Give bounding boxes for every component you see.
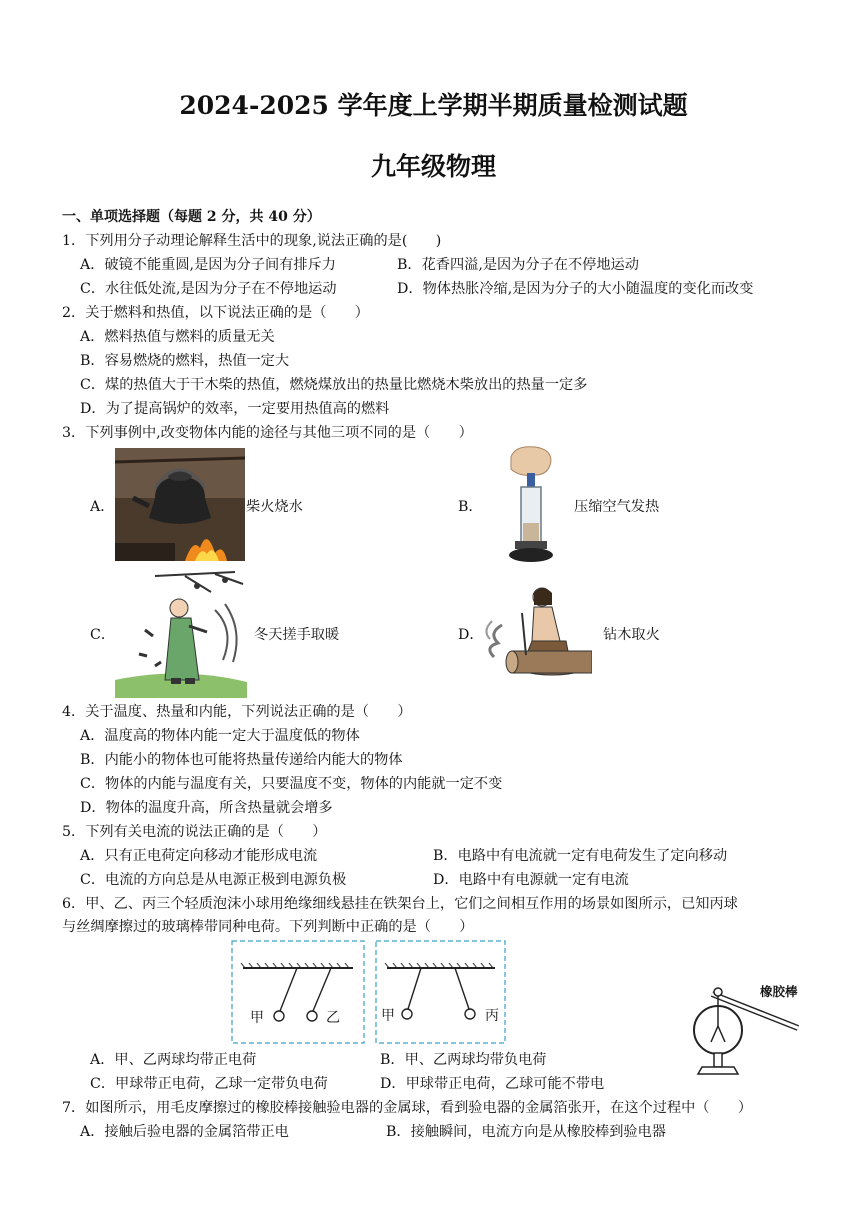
rubber-rod-label: 橡胶棒 [760, 984, 798, 999]
q3-option-c-letter: C． [90, 627, 116, 643]
q1-option-b: B．花香四溢,是因为分子在不停地运动 [397, 257, 639, 273]
q4-option-b: B．内能小的物体也可能将热量传递给内能大的物体 [80, 752, 403, 768]
q6-option-a: A．甲、乙两球均带正电荷 [90, 1052, 257, 1068]
q3-option-d-text: 钻木取火 [603, 627, 660, 643]
q2-option-d: D．为了提高锅炉的效率，一定要用热值高的燃料 [80, 401, 390, 417]
q6-fig1-label-jia: 甲 [250, 1010, 264, 1026]
q3-option-b-text: 压缩空气发热 [574, 499, 660, 515]
q2-stem: 2．关于燃料和热值，以下说法正确的是（ ） [62, 305, 369, 321]
q5-option-a: A．只有正电荷定向移动才能形成电流 [80, 848, 318, 864]
q1-stem: 1．下列用分子动理论解释生活中的现象,说法正确的是( ) [62, 233, 442, 249]
q6-fig2-label-bing: 丙 [485, 1008, 499, 1024]
q3-option-c-text: 冬天搓手取暖 [254, 627, 340, 643]
q6-option-c: C．甲球带正电荷，乙球一定带负电荷 [90, 1076, 328, 1092]
q7-stem: 7．如图所示，用毛皮摩擦过的橡胶棒接触验电器的金属球，看到验电器的金属箔张开，在这个过程中（ ） [62, 1100, 753, 1116]
q4-option-d: D．物体的温度升高，所含热量就会增多 [80, 800, 333, 816]
q5-option-d: D．电路中有电源就一定有电流 [433, 872, 629, 888]
q5-option-c: C．电流的方向总是从电源正极到电源负极 [80, 872, 347, 888]
q2-option-a: A．燃料热值与燃料的质量无关 [80, 329, 275, 345]
q7-option-a: A．接触后验电器的金属箔带正电 [80, 1124, 289, 1140]
q4-option-c: C．物体的内能与温度有关，只要温度不变，物体的内能就一定不变 [80, 776, 503, 792]
q4-option-a: A．温度高的物体内能一定大于温度低的物体 [80, 728, 360, 744]
section-heading: 一、单项选择题（每题 2 分，共 40 分） [62, 209, 321, 225]
q4-stem: 4．关于温度、热量和内能，下列说法正确的是（ ） [62, 704, 412, 720]
q6-stem-line1: 6．甲、乙、丙三个轻质泡沫小球用绝缘细线悬挂在铁架台上，它们之间相互作用的场景如图所示，已知丙球 [62, 896, 738, 912]
q6-stem-line2: 与丝绸摩擦过的玻璃棒带同种电荷。下列判断中正确的是（ ） [62, 919, 474, 935]
air-compression-tube-image [505, 445, 557, 565]
q6-fig2-label-jia: 甲 [381, 1008, 395, 1024]
q3-option-a-letter: A． [90, 499, 115, 515]
q2-option-b: B．容易燃烧的燃料，热值一定大 [80, 353, 290, 369]
q3-stem: 3．下列事例中,改变物体内能的途径与其他三项不同的是（ ） [62, 425, 473, 441]
q1-option-a: A．破镜不能重圆,是因为分子间有排斥力 [80, 257, 336, 273]
kettle-fire-image [115, 448, 245, 561]
q3-option-d-letter: D． [458, 627, 484, 643]
q5-option-b: B．电路中有电流就一定有电荷发生了定向移动 [433, 848, 728, 864]
q6-figure-jia-yi [231, 940, 365, 1044]
q6-figure-jia-bing [375, 940, 506, 1044]
page-title: 2024-2025 学年度上学期半期质量检测试题 [179, 91, 688, 120]
q7-option-b: B．接触瞬间，电流方向是从橡胶棒到验电器 [386, 1124, 666, 1140]
q3-option-b-letter: B． [458, 499, 483, 515]
q1-option-c: C．水往低处流,是因为分子在不停地运动 [80, 281, 337, 297]
q2-option-c: C．煤的热值大于干木柴的热值，燃烧煤放出的热量比燃烧木柴放出的热量一定多 [80, 377, 588, 393]
q6-option-b: B．甲、乙两球均带负电荷 [380, 1052, 547, 1068]
q5-stem: 5．下列有关电流的说法正确的是（ ） [62, 824, 327, 840]
q1-option-d: D．物体热胀冷缩,是因为分子的大小随温度的变化而改变 [397, 281, 754, 297]
drilling-wood-fire-image [482, 585, 592, 680]
rubbing-hands-image [115, 570, 247, 698]
q3-option-a-text: 柴火烧水 [246, 499, 303, 515]
q6-fig1-label-yi: 乙 [326, 1010, 340, 1026]
page-subtitle: 九年级物理 [370, 152, 496, 181]
q6-option-d: D．甲球带正电荷，乙球可能不带电 [380, 1076, 605, 1092]
